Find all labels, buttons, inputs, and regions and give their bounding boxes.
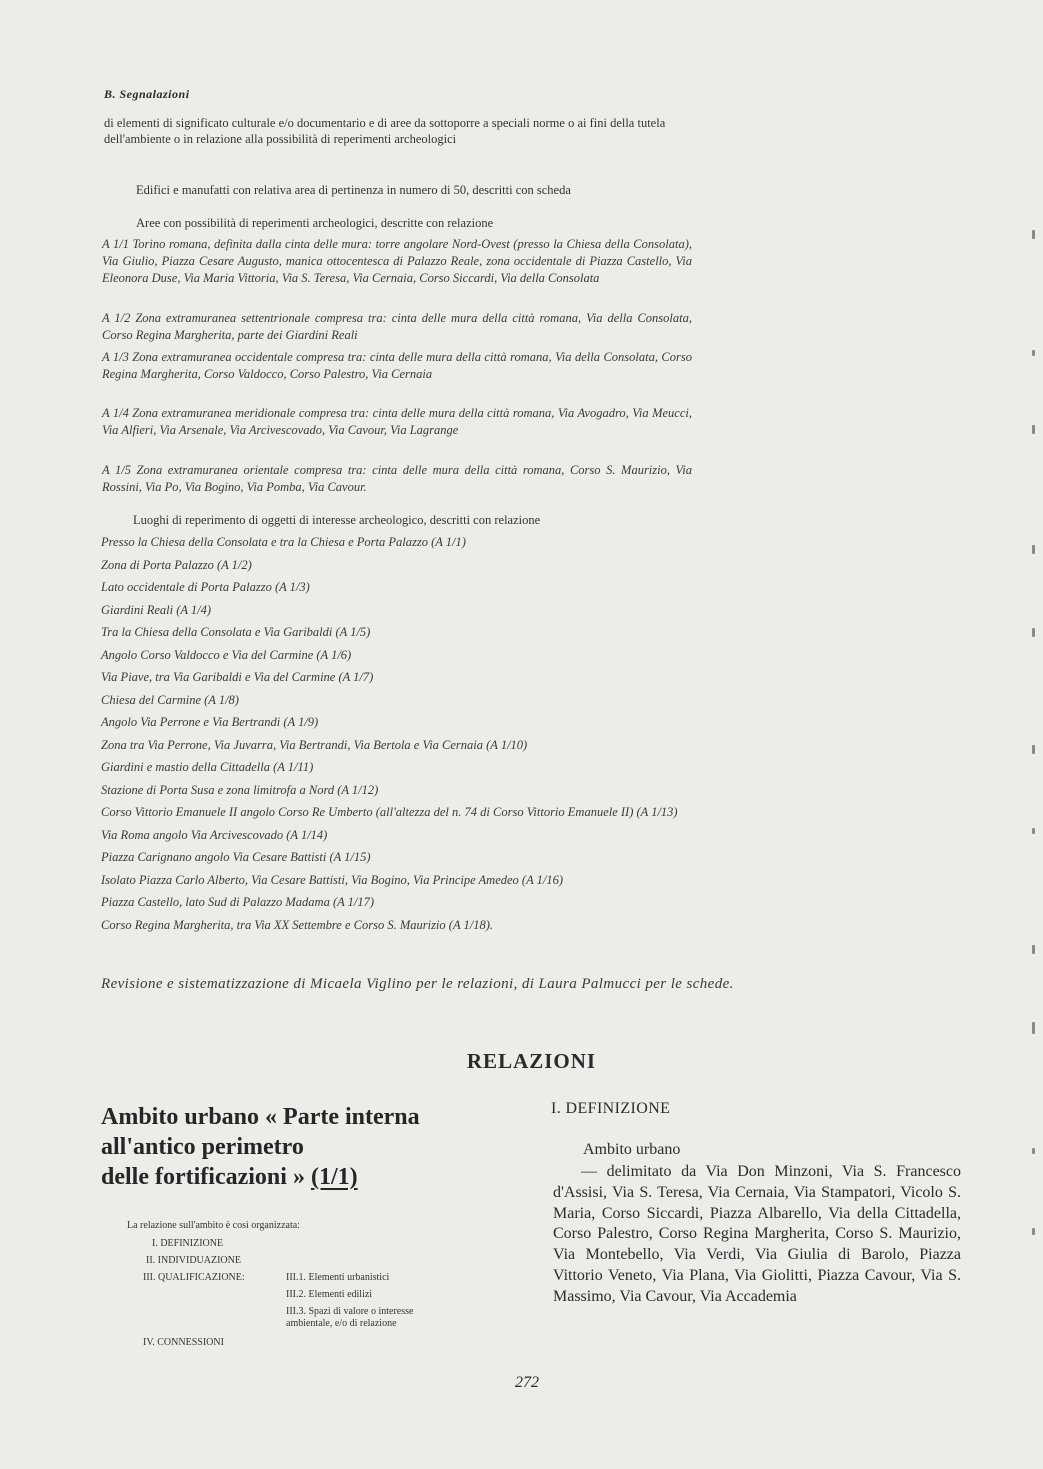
- ambito-title-text: delle fortificazioni »: [101, 1164, 305, 1190]
- scan-edge-mark: [1032, 1148, 1035, 1154]
- list-item: Zona tra Via Perrone, Via Juvarra, Via Bertrandi, Via Bertola e Via Cernaia (A 1/10): [101, 737, 528, 752]
- scan-edge-mark: [1032, 945, 1035, 954]
- definition-body: — delimitato da Via Don Minzoni, Via S. Francesco d'Assisi, Via S. Teresa, Via Cernaia, Via Stampatori, Vicolo S. Maria, Corso Siccardi, Piazza Albarello, Via della Cittadella, Corso Palestro, Corso Regina Margherita, Corso S. Maurizio, Via Montebello, Via Verdi, Via Giulia di Barolo, Piazza Vittorio Veneto, Via Plana, Via Giolitti, Piazza Cavour, Via S. Massimo, Via Cavour, Via Accademia: [553, 1163, 961, 1305]
- area-item: A 1/5 Zona extramuranea orientale compresa tra: cinta delle mura della città romana, Corso S. Maurizio, Via Rossini, Via Po, Via Bogino, Via Pomba, Via Cavour.: [102, 463, 692, 494]
- organization-item: II. INDIVIDUAZIONE: [146, 1255, 241, 1266]
- ambito-number: (1/1): [310, 1164, 358, 1190]
- ambito-title: [101, 1102, 521, 1192]
- list-item: Isolato Piazza Carlo Alberto, Via Cesare Battisti, Via Bogino, Via Principe Amedeo (A 1/16): [101, 872, 563, 887]
- area-item: A 1/1 Torino romana, definita dalla cinta delle mura: torre angolare Nord-Ovest (presso la Chiesa della Consolata), Via Giulio, Piazza Cesare Augusto, manica ottocentesca di Palazzo Reale, zona occidentale di Piazza Castello, Via Eleonora Duse, Via Maria Vittoria, Via S. Teresa, Via Cernaia, Corso Siccardi, Via della Consolata: [102, 237, 692, 285]
- page-number: 272: [515, 1374, 539, 1391]
- definition-subheading: Ambito urbano: [583, 1141, 681, 1158]
- ambito-title-line: Ambito urbano « Parte interna: [101, 1104, 420, 1130]
- organization-subitem: III.3. Spazi di valore o interesse ambientale, e/o di relazione: [286, 1306, 414, 1329]
- list-item: Tra la Chiesa della Consolata e Via Garibaldi (A 1/5): [101, 625, 371, 639]
- list-item: Piazza Castello, lato Sud di Palazzo Madama (A 1/17): [101, 895, 375, 909]
- list-item: Giardini e mastio della Cittadella (A 1/11): [101, 760, 314, 774]
- scan-edge-mark: [1032, 745, 1035, 754]
- scan-edge-mark: [1032, 828, 1035, 834]
- intro-paragraph: di elementi di significato culturale e/o documentario e di aree da sottoporre a speciali norme o ai fini della tutela dell'ambiente o in relazione alla possibilità di reperimenti archeologici: [104, 116, 666, 146]
- area-item: A 1/2 Zona extramuranea settentrionale compresa tra: cinta delle mura della città romana, Via della Consolata, Corso Regina Margherita, parte dei Giardini Reali: [102, 311, 692, 342]
- organization-item: III. QUALIFICAZIONE:: [143, 1272, 245, 1283]
- scan-edge-mark: [1032, 425, 1035, 434]
- organization-intro: La relazione sull'ambito è così organizzata:: [127, 1220, 300, 1231]
- organization-item: I. DEFINIZIONE: [152, 1238, 224, 1249]
- list-item: Corso Vittorio Emanuele II angolo Corso Re Umberto (all'altezza del n. 74 di Corso Vittorio Emanuele II) (A 1/13): [101, 805, 678, 819]
- section-heading: B. Segnalazioni: [104, 87, 190, 101]
- areas-heading: Aree con possibilità di reperimenti archeologici, descritte con relazione: [136, 216, 494, 230]
- scan-edge-mark: [1032, 1228, 1035, 1235]
- list-item: Presso la Chiesa della Consolata e tra la Chiesa e Porta Palazzo (A 1/1): [101, 535, 466, 549]
- list-item: Stazione di Porta Susa e zona limitrofa a Nord (A 1/12): [101, 782, 379, 797]
- revision-note: Revisione e sistematizzazione di Micaela Viglino per le relazioni, di Laura Palmucci per le schede.: [101, 976, 734, 992]
- organization-subitem: III.2. Elementi edilizi: [286, 1289, 373, 1300]
- list-item: Giardini Reali (A 1/4): [101, 602, 212, 617]
- list-item: Corso Regina Margherita, tra Via XX Settembre e Corso S. Maurizio (A 1/18).: [101, 917, 493, 932]
- list-item: Zona di Porta Palazzo (A 1/2): [101, 557, 252, 572]
- list-item: Angolo Corso Valdocco e Via del Carmine (A 1/6): [101, 647, 352, 662]
- list-item: Via Roma angolo Via Arcivescovado (A 1/14): [101, 827, 328, 842]
- relazioni-heading: RELAZIONI: [466, 1049, 597, 1073]
- list-item: Chiesa del Carmine (A 1/8): [101, 692, 239, 707]
- area-item: A 1/4 Zona extramuranea meridionale compresa tra: cinta delle mura della città romana, Via Avogadro, Via Meucci, Via Alfieri, Via Arsenale, Via Arcivescovado, Via Cavour, Via Lagrange: [102, 406, 692, 437]
- organization-subitem: III.1. Elementi urbanistici: [286, 1272, 390, 1283]
- definition-heading: I. DEFINIZIONE: [551, 1100, 671, 1117]
- locations-list: [101, 534, 711, 939]
- scan-edge-mark: [1032, 230, 1035, 239]
- list-item: Lato occidentale di Porta Palazzo (A 1/3): [101, 580, 310, 594]
- ambito-title-line: [101, 1162, 521, 1192]
- buildings-paragraph: Edifici e manufatti con relativa area di pertinenza in numero di 50, descritti con scheda: [136, 183, 571, 197]
- list-item: Via Piave, tra Via Garibaldi e Via del Carmine (A 1/7): [101, 670, 374, 684]
- organization-item: IV. CONNESSIONI: [143, 1337, 224, 1348]
- ambito-title-line: all'antico perimetro: [101, 1134, 304, 1160]
- scan-edge-mark: [1032, 545, 1035, 554]
- locations-heading: Luoghi di reperimento di oggetti di interesse archeologico, descritti con relazione: [133, 513, 541, 527]
- list-item: Piazza Carignano angolo Via Cesare Battisti (A 1/15): [101, 850, 371, 864]
- scan-edge-mark: [1032, 628, 1035, 637]
- scan-edge-mark: [1032, 350, 1035, 356]
- area-item: A 1/3 Zona extramuranea occidentale compresa tra: cinta delle mura della città romana, Via della Consolata, Corso Regina Margherita, Corso Valdocco, Corso Palestro, Via Cernaia: [102, 350, 692, 381]
- scan-edge-mark: [1032, 1022, 1035, 1034]
- list-item: Angolo Via Perrone e Via Bertrandi (A 1/9): [101, 715, 319, 729]
